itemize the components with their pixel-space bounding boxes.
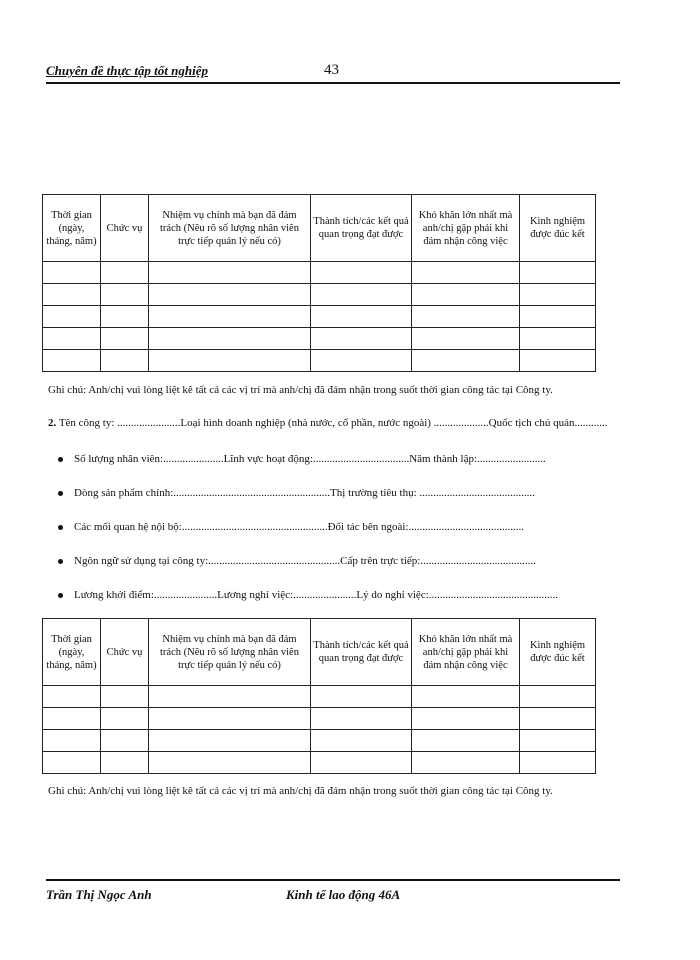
- table-cell[interactable]: [412, 306, 520, 328]
- work-history-table-2: [42, 618, 596, 774]
- table-cell[interactable]: [412, 730, 520, 752]
- col-header-duties: Nhiệm vụ chính mà bạn đã đảm trách (Nêu rõ số lượng nhân viên trực tiếp quản lý nếu có): [149, 195, 311, 262]
- table-cell[interactable]: [311, 686, 412, 708]
- list-item-text: Các mối quan hệ nội bộ:.....................................................Đối tác bên ngoài:..........................................: [74, 521, 525, 533]
- table-cell[interactable]: [520, 306, 596, 328]
- table-row: [43, 262, 596, 284]
- col-header-time: Thời gian (ngày, tháng, năm): [43, 619, 101, 686]
- table-cell[interactable]: [520, 752, 596, 774]
- table-cell[interactable]: [149, 730, 311, 752]
- table-note-2: Ghi chú: Anh/chị vui lòng liệt kê tất cả các vị trí mà anh/chị đã đảm nhận trong suốt thời gian công tác tại Công ty.: [48, 785, 553, 797]
- col-header-duties: Nhiệm vụ chính mà bạn đã đảm trách (Nêu rõ số lượng nhân viên trực tiếp quản lý nếu có): [149, 619, 311, 686]
- table-cell[interactable]: [520, 730, 596, 752]
- table-cell[interactable]: [311, 306, 412, 328]
- table-cell[interactable]: [101, 686, 149, 708]
- table-cell[interactable]: [43, 730, 101, 752]
- table-row: [43, 730, 596, 752]
- col-header-experience: Kinh nghiệm được đúc kết: [520, 619, 596, 686]
- document-title: Chuyên đề thực tập tốt nghiệp: [46, 63, 208, 78]
- table-cell[interactable]: [311, 752, 412, 774]
- table-row: [43, 284, 596, 306]
- table-row: [43, 350, 596, 372]
- col-header-experience: Kinh nghiệm được đúc kết: [520, 195, 596, 262]
- page-header: [46, 60, 620, 84]
- class-name: Kinh tế lao động 46A: [286, 887, 401, 902]
- table-cell[interactable]: [311, 708, 412, 730]
- table-cell[interactable]: [149, 752, 311, 774]
- table-cell[interactable]: [311, 262, 412, 284]
- table-cell[interactable]: [311, 328, 412, 350]
- page-number: 43: [324, 62, 339, 78]
- table-cell[interactable]: [101, 262, 149, 284]
- list-item-text: Lương khởi điểm:.......................Lương nghỉ việc:.......................Lý do nghỉ việc:...............................................: [74, 589, 559, 601]
- table-cell[interactable]: [412, 686, 520, 708]
- col-header-difficulties: Khó khăn lớn nhất mà anh/chị gặp phải khi đảm nhận công việc: [412, 195, 520, 262]
- table-cell[interactable]: [412, 350, 520, 372]
- table-cell[interactable]: [43, 328, 101, 350]
- table-cell[interactable]: [149, 708, 311, 730]
- table-cell[interactable]: [311, 350, 412, 372]
- work-history-table-1: [42, 194, 596, 372]
- table-cell[interactable]: [520, 262, 596, 284]
- bullet-icon: [58, 593, 63, 598]
- list-item: [58, 448, 558, 482]
- col-header-difficulties: Khó khăn lớn nhất mà anh/chị gặp phải khi đảm nhận công việc: [412, 619, 520, 686]
- table-cell[interactable]: [149, 350, 311, 372]
- table-cell[interactable]: [101, 284, 149, 306]
- table-cell[interactable]: [43, 686, 101, 708]
- company-details-list: [58, 448, 558, 618]
- bullet-icon: [58, 491, 63, 496]
- list-item: [58, 584, 558, 618]
- table-cell[interactable]: [149, 328, 311, 350]
- table-cell[interactable]: [43, 262, 101, 284]
- table-cell[interactable]: [43, 306, 101, 328]
- list-item: [58, 550, 558, 584]
- table-cell[interactable]: [520, 686, 596, 708]
- table-cell[interactable]: [520, 284, 596, 306]
- list-item-text: Dòng sản phẩm chính:.........................................................Thị trường tiêu thụ: ..........................................: [74, 487, 535, 499]
- table-cell[interactable]: [412, 262, 520, 284]
- table-header-row: [43, 619, 596, 686]
- table-header-row: [43, 195, 596, 262]
- table-cell[interactable]: [101, 730, 149, 752]
- table-cell[interactable]: [149, 686, 311, 708]
- table-cell[interactable]: [520, 350, 596, 372]
- table-cell[interactable]: [149, 306, 311, 328]
- bullet-icon: [58, 457, 63, 462]
- table-cell[interactable]: [101, 708, 149, 730]
- table-cell[interactable]: [311, 730, 412, 752]
- table-row: [43, 752, 596, 774]
- table-row: [43, 708, 596, 730]
- table-cell[interactable]: [43, 752, 101, 774]
- bullet-icon: [58, 525, 63, 530]
- table-cell[interactable]: [412, 328, 520, 350]
- col-header-position: Chức vụ: [101, 619, 149, 686]
- company-info-line: [48, 417, 608, 429]
- table-row: [43, 306, 596, 328]
- section-number: 2.: [48, 417, 57, 429]
- list-item: [58, 482, 558, 516]
- table-cell[interactable]: [520, 328, 596, 350]
- table-cell[interactable]: [412, 708, 520, 730]
- table-cell[interactable]: [43, 284, 101, 306]
- bullet-icon: [58, 559, 63, 564]
- table-cell[interactable]: [101, 328, 149, 350]
- table-cell[interactable]: [149, 284, 311, 306]
- table-row: [43, 328, 596, 350]
- table-cell[interactable]: [412, 752, 520, 774]
- table-cell[interactable]: [101, 350, 149, 372]
- table-cell[interactable]: [412, 284, 520, 306]
- table-cell[interactable]: [101, 306, 149, 328]
- list-item-text: Số lượng nhân viên:......................Lĩnh vực hoạt động:...................................Năm thành lập:.........................: [74, 453, 546, 465]
- col-header-achievements: Thành tích/các kết quả quan trọng đạt được: [311, 619, 412, 686]
- table-cell[interactable]: [43, 350, 101, 372]
- col-header-position: Chức vụ: [101, 195, 149, 262]
- table-cell[interactable]: [149, 262, 311, 284]
- col-header-time: Thời gian (ngày, tháng, năm): [43, 195, 101, 262]
- author-name: Trần Thị Ngọc Anh: [46, 887, 152, 902]
- table-note-1: Ghi chú: Anh/chị vui lòng liệt kê tất cả các vị trí mà anh/chị đã đảm nhận trong suốt thời gian công tác tại Công ty.: [48, 384, 553, 396]
- table-cell[interactable]: [311, 284, 412, 306]
- table-cell[interactable]: [43, 708, 101, 730]
- table-cell[interactable]: [101, 752, 149, 774]
- list-item: [58, 516, 558, 550]
- table-cell[interactable]: [520, 708, 596, 730]
- col-header-achievements: Thành tích/các kết quả quan trọng đạt được: [311, 195, 412, 262]
- list-item-text: Ngôn ngữ sử dụng tại công ty:................................................Cấp trên trực tiếp:..........................................: [74, 555, 536, 567]
- company-info-text: Tên công ty: .......................Loại hình doanh nghiệp (nhà nước, cổ phần, nước ngoài) ....................Quốc tịch chủ quản............: [58, 417, 608, 429]
- page-footer: [46, 879, 620, 903]
- table-row: [43, 686, 596, 708]
